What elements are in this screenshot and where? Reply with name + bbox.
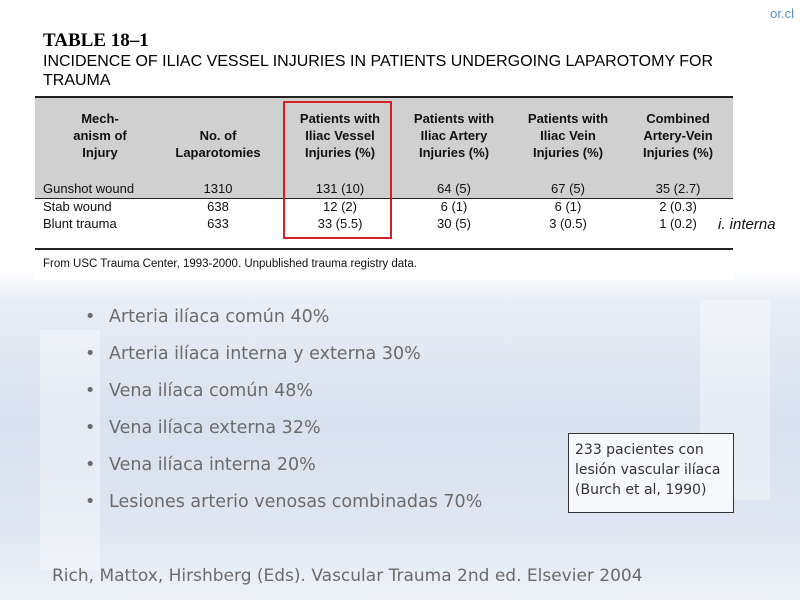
header-line: Injuries (%) — [418, 145, 490, 160]
header-line: Injury — [82, 145, 118, 160]
reference-citation: Rich, Mattox, Hirshberg (Eds). Vascular Trauma 2nd ed. Elsevier 2004 — [52, 566, 643, 586]
list-item — [83, 303, 482, 340]
list-item — [83, 451, 482, 488]
bullet-icon: • — [85, 344, 96, 364]
bullet-icon: • — [85, 381, 96, 401]
table-top-rule — [35, 96, 733, 98]
header-line: Iliac Artery — [420, 128, 488, 143]
header-line: anism of — [73, 128, 127, 143]
bullet-text: Arteria ilíaca común 40% — [109, 307, 330, 327]
header-line: Injuries (%) — [532, 145, 604, 160]
cell-mechanism: Gunshot wound — [43, 181, 135, 196]
cell-laparotomies: 638 — [207, 199, 229, 214]
cell-vessel: 12 (2) — [323, 199, 357, 214]
side-label: i. interna — [718, 216, 776, 233]
list-item — [83, 377, 482, 414]
header-line: No. of — [199, 128, 237, 143]
bullet-text: Lesiones arterio venosas combinadas 70% — [109, 492, 483, 512]
table-bottom-rule — [35, 248, 733, 250]
cell-artery: 64 (5) — [437, 181, 471, 196]
header-laparotomies — [163, 127, 273, 161]
note-line: (Burch et al, 1990) — [575, 482, 707, 498]
header-line: Mech- — [81, 111, 119, 126]
highlight-box-vessel-column — [283, 101, 392, 239]
header-line: Patients with — [527, 111, 609, 126]
cell-mechanism: Blunt trauma — [43, 216, 117, 231]
site-url-fragment: or.cl — [770, 6, 794, 21]
table-footnote: From USC Trauma Center, 1993-2000. Unpublished trauma registry data. — [43, 258, 417, 270]
header-line: Injuries (%) — [304, 145, 376, 160]
bullet-icon: • — [85, 455, 96, 475]
bullet-icon: • — [85, 418, 96, 438]
header-line: Injuries (%) — [642, 145, 714, 160]
bullet-text: Vena ilíaca común 48% — [109, 381, 313, 401]
header-line: Iliac Vessel — [305, 128, 375, 143]
bullet-text: Vena ilíaca interna 20% — [109, 455, 316, 475]
header-vein — [513, 110, 623, 161]
bullet-icon: • — [85, 307, 96, 327]
cell-vein: 6 (1) — [554, 199, 582, 214]
table-subtitle: INCIDENCE OF ILIAC VESSEL INJURIES IN PATIENTS UNDERGOING LAPAROTOMY FOR TRAUMA — [43, 53, 714, 89]
cell-mechanism: Stab wound — [43, 199, 112, 214]
note-box — [568, 433, 734, 513]
cell-artery: 30 (5) — [437, 216, 471, 231]
cell-vessel: 131 (10) — [315, 181, 365, 196]
bullet-text: Arteria ilíaca interna y externa 30% — [109, 344, 421, 364]
cell-combined: 35 (2.7) — [655, 181, 701, 196]
header-artery — [399, 110, 509, 161]
note-line: 233 pacientes con — [575, 442, 704, 458]
header-line: Artery-Vein — [643, 128, 713, 143]
bullet-icon: • — [85, 492, 96, 512]
header-line: Patients with — [413, 111, 495, 126]
cell-vein: 67 (5) — [551, 181, 585, 196]
bullet-list — [83, 303, 482, 525]
note-line: lesión vascular ilíaca — [575, 462, 721, 478]
cell-vein: 3 (0.5) — [549, 216, 587, 231]
header-line: Combined — [646, 111, 710, 126]
cell-laparotomies: 633 — [207, 216, 229, 231]
list-item — [83, 340, 482, 377]
cell-laparotomies: 1310 — [203, 181, 233, 196]
header-line: Laparotomies — [175, 145, 261, 160]
header-line: Iliac Vein — [540, 128, 596, 143]
cell-combined: 2 (0.3) — [659, 199, 697, 214]
list-item — [83, 414, 482, 451]
header-mechanism — [55, 110, 145, 161]
cell-vessel: 33 (5.5) — [317, 216, 363, 231]
cell-artery: 6 (1) — [440, 199, 468, 214]
cell-combined: 1 (0.2) — [659, 216, 697, 231]
header-line: Patients with — [299, 111, 381, 126]
table-title: TABLE 18–1 — [43, 30, 149, 51]
header-combined — [623, 110, 733, 161]
list-item — [83, 488, 482, 525]
bullet-text: Vena ilíaca externa 32% — [109, 418, 321, 438]
